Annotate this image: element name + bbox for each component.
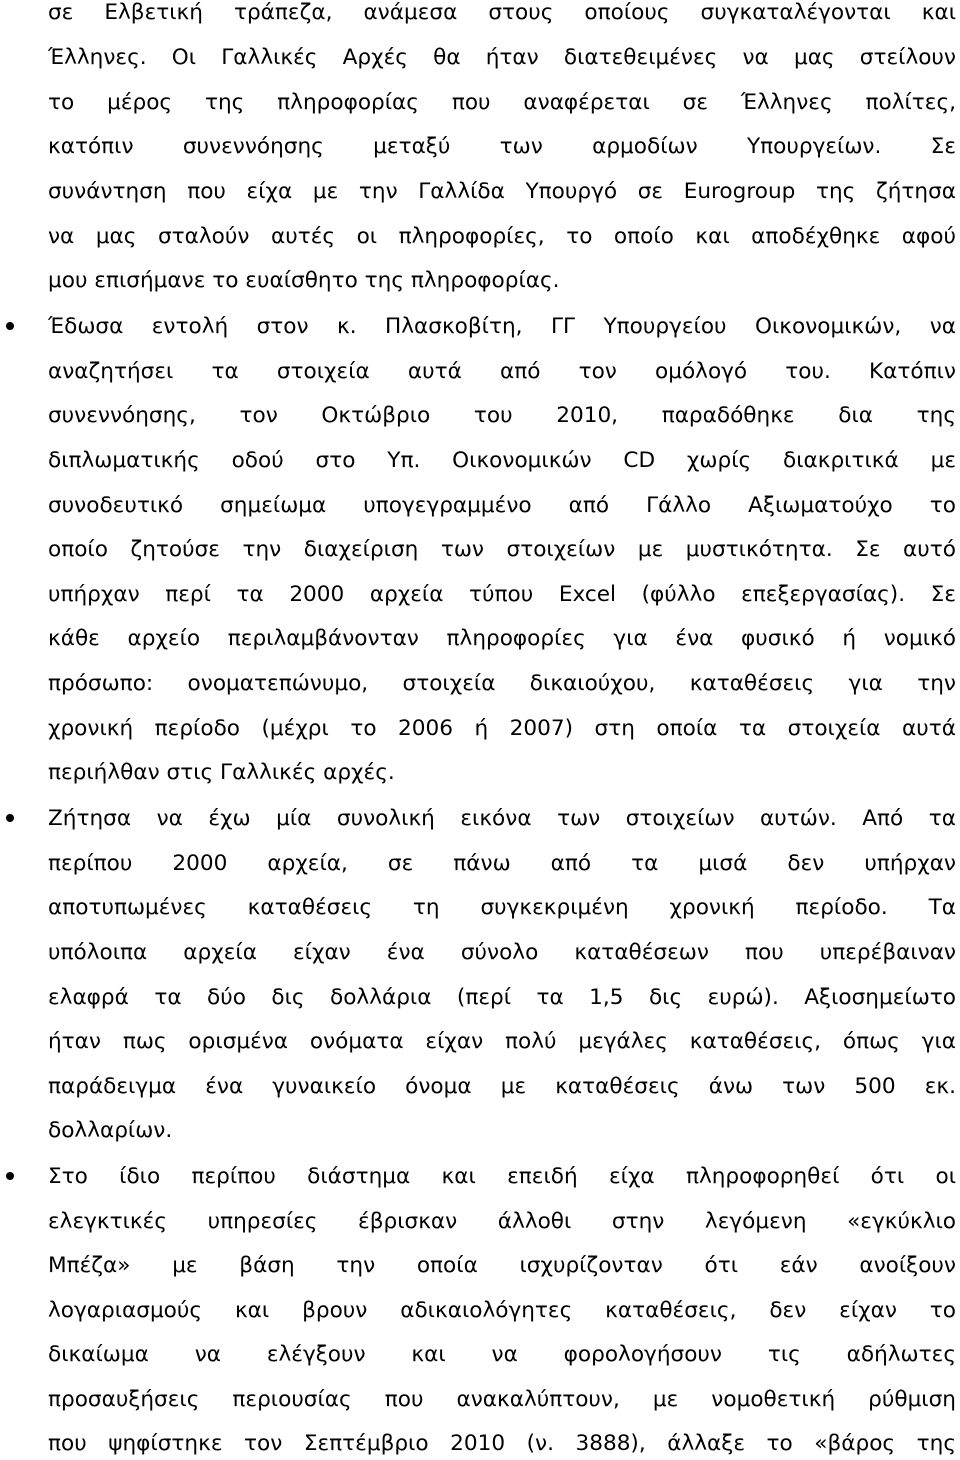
text-line: ελεγκτικές υπηρεσίες έβρισκαν άλλοθι στην λεγόμενη «εγκύκλιο bbox=[48, 1209, 956, 1234]
text-line: κατόπιν συνεννόησης μεταξύ των αρμοδίων Υπουργείων. Σε bbox=[48, 134, 956, 159]
text-line: πρόσωπο: ονοματεπώνυμο, στοιχεία δικαιούχου, καταθέσεις για την bbox=[48, 671, 956, 696]
text-line: δικαίωμα να ελέγξουν και να φορολογήσουν τις αδήλωτες bbox=[48, 1342, 956, 1367]
text-line: Ζήτησα να έχω μία συνολική εικόνα των στοιχείων αυτών. Από τα bbox=[48, 806, 956, 831]
bullet-icon bbox=[6, 814, 14, 822]
text-line: Έλληνες. Οι Γαλλικές Αρχές θα ήταν διατεθειμένες να μας στείλουν bbox=[48, 45, 956, 70]
text-line: οποίο ζητούσε την διαχείριση των στοιχείων με μυστικότητα. Σε αυτό bbox=[48, 537, 956, 562]
bullet-icon bbox=[6, 1172, 14, 1180]
text-line: ήταν πως ορισμένα ονόματα είχαν πολύ μεγάλες καταθέσεις, όπως για bbox=[48, 1029, 956, 1054]
text-line: παράδειγμα ένα γυναικείο όνομα με καταθέσεις άνω των 500 εκ. bbox=[48, 1074, 956, 1099]
text-line: περιήλθαν στις Γαλλικές αρχές. bbox=[48, 760, 395, 785]
bullet-icon bbox=[6, 322, 14, 330]
text-line: που ψηφίστηκε τον Σεπτέμβριο 2010 (ν. 3888), άλλαξε το «βάρος της bbox=[48, 1431, 956, 1456]
text-line: Έδωσα εντολή στον κ. Πλασκοβίτη, ΓΓ Υπουργείου Οικονομικών, να bbox=[48, 314, 956, 339]
text-line: το μέρος της πληροφορίας που αναφέρεται σε Έλληνες πολίτες, bbox=[48, 90, 956, 115]
text-line: συνοδευτικό σημείωμα υπογεγραμμένο από Γάλλο Αξιωματούχο το bbox=[48, 493, 956, 518]
text-line: να μας σταλούν αυτές οι πληροφορίες, το οποίο και αποδέχθηκε αφού bbox=[48, 224, 956, 249]
text-line: Μπέζα» με βάση την οποία ισχυρίζονταν ότι εάν ανοίξουν bbox=[48, 1253, 956, 1278]
text-line: Στο ίδιο περίπου διάστημα και επειδή είχα πληροφορηθεί ότι οι bbox=[48, 1164, 956, 1189]
text-line: συνεννόησης, τον Οκτώβριο του 2010, παραδόθηκε δια της bbox=[48, 403, 956, 428]
text-line: κάθε αρχείο περιλαμβάνονταν πληροφορίες για ένα φυσικό ή νομικό bbox=[48, 626, 956, 651]
text-line: υπόλοιπα αρχεία είχαν ένα σύνολο καταθέσεων που υπερέβαιναν bbox=[48, 940, 956, 965]
text-line: αποτυπωμένες καταθέσεις τη συγκεκριμένη χρονική περίοδο. Τα bbox=[48, 895, 956, 920]
text-line: περίπου 2000 αρχεία, σε πάνω από τα μισά δεν υπήρχαν bbox=[48, 851, 956, 876]
text-line: μου επισήμανε το ευαίσθητο της πληροφορίας. bbox=[48, 268, 560, 293]
text-line: υπήρχαν περί τα 2000 αρχεία τύπου Excel (φύλλο επεξεργασίας). Σε bbox=[48, 582, 956, 607]
text-line: συνάντηση που είχα με την Γαλλίδα Υπουργό σε Eurogroup της ζήτησα bbox=[48, 179, 956, 204]
text-line: χρονική περίοδο (μέχρι το 2006 ή 2007) στη οποία τα στοιχεία αυτά bbox=[48, 716, 956, 741]
text-line: ελαφρά τα δύο δις δολλάρια (περί τα 1,5 δις ευρώ). Αξιοσημείωτο bbox=[48, 985, 956, 1010]
text-line: δολλαρίων. bbox=[48, 1118, 173, 1143]
text-line: σε Ελβετική τράπεζα, ανάμεσα στους οποίους συγκαταλέγονται και bbox=[48, 0, 956, 25]
text-line: λογαριασμούς και βρουν αδικαιολόγητες καταθέσεις, δεν είχαν το bbox=[48, 1298, 956, 1323]
text-line: διπλωματικής οδού στο Υπ. Οικονομικών CD χωρίς διακριτικά με bbox=[48, 448, 956, 473]
text-line: αναζητήσει τα στοιχεία αυτά από τον ομόλογό του. Κατόπιν bbox=[48, 359, 956, 384]
text-line: προσαυξήσεις περιουσίας που ανακαλύπτουν, με νομοθετική ρύθμιση bbox=[48, 1387, 956, 1412]
